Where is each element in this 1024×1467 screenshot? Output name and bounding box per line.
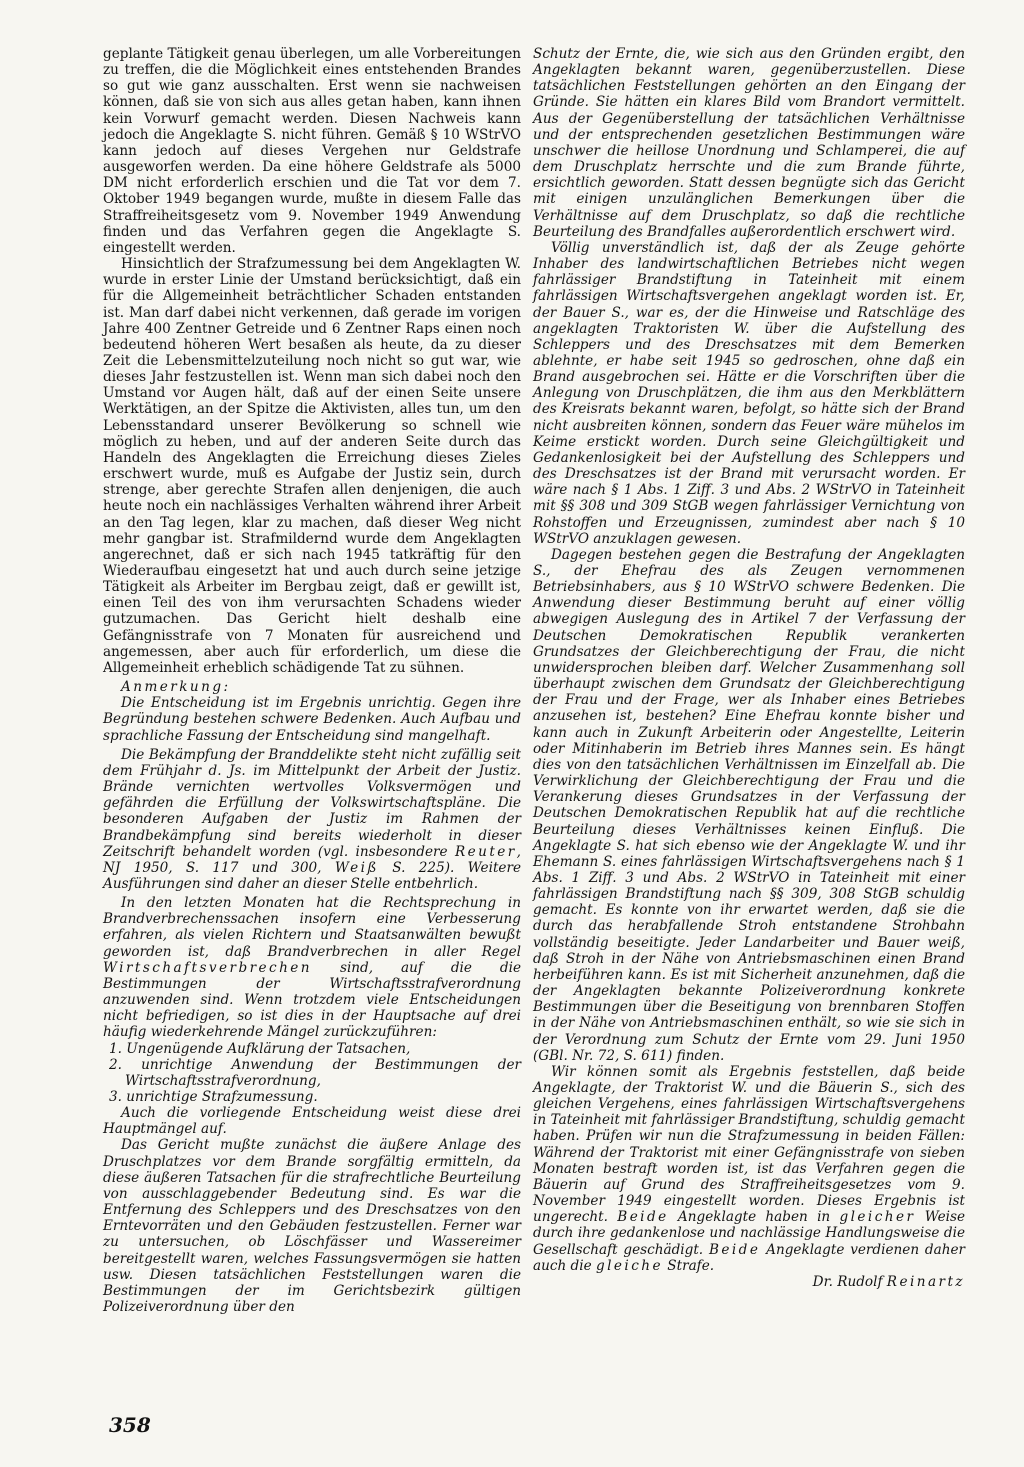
right-p4-text-e: Strafe.	[662, 1257, 715, 1274]
left-paragraph-1: geplante Tätigkeit genau überlegen, um alle Vorbereitungen zu treffen, die die Möglichkeit eines entstehenden Brandes so gut wie ganz ausschalten. Erst wenn sie nachweisen können, daß sie von sich aus alles getan haben, kann ihnen kein Vorwurf gemacht werden. Diesen Nachweis kann jedoch die Angeklagte S. nicht führen. Gemäß § 10 WStrVO kann jedoch auf dieses Vergehen nur Geldstrafe ausgeworfen werden. Da eine höhere Geldstrafe als 5000 DM nicht erforderlich erschien und die Tat vor dem 7. Oktober 1949 begangen wurde, mußte in diesem Falle das Straffreiheitsgesetz vom 9. November 1949 Anwendung finden und das Verfahren gegen die Angeklagte S. eingestellt werden.	[103, 46, 521, 256]
annotation-p2-text-c: S. 225). Weitere Ausführungen sind daher an dieser Stelle entbehrlich.	[103, 859, 521, 892]
right-paragraph-3: Dagegen bestehen gegen die Bestrafung der Angeklagten S., der Ehefrau des als Zeugen vernommenen Betriebsinhabers, aus § 10 WStrVO schwere Bedenken. Die Anwendung dieser Bestimmung beruht auf einer völlig abwegigen Auslegung des in Artikel 7 der Verfassung der Deutschen Demokratischen Republik verankerten Grundsatzes der Gleichberechtigung der Frau, die nicht unwidersprochen bleiben darf. Welcher Zusammenhang soll überhaupt zwischen dem Grundsatz der Gleichberechtigung der Frau und der Frage, wer als Inhaber eines Betriebes anzusehen ist, bestehen? Eine Ehefrau konnte bisher und kann auch in Zukunft Arbeiterin oder Angestellte, Leiterin oder Mitinhaberin im Betrieb ihres Mannes sein. Es hängt dies von den tatsächlichen Verhältnissen im Einzelfall ab. Die Verwirklichung der Gleichberechtigung der Frau und die Verankerung dieses Grundsatzes in der Verfassung der Deutschen Demokratischen Republik hat auf die rechtliche Beurteilung dieses Verhältnisses keinen Einfluß. Die Angeklagte S. hat sich ebenso wie der Angeklagte W. und ihr Ehemann S. eines fahrlässigen Wirtschaftsvergehens nach § 1 Abs. 1 Ziff. 3 und Abs. 2 WStrVO in Tateinheit mit einer fahrlässigen Brandstiftung nach §§ 309, 308 StGB schuldig gemacht. Es konnte von ihr erwartet werden, daß sie die durch das herabfallende Stroh entstandene Strohbahn vollständig beseitigte. Jeder Landarbeiter und Bauer weiß, daß Stroh in der Nähe von Antriebsmaschinen einen Brand herbeiführen kann. Es ist mit Sicherheit anzunehmen, daß die der Angeklagten bekannte Polizeiverordnung konkrete Bestimmungen über die Beseitigung von brennbaren Stoffen in der Nähe von Antriebsmaschinen enthält, so wie sie sich in der Verordnung zum Schutz der Ernte vom 29. Juni 1950 (GBl. Nr. 72, S. 611) finden.	[533, 546, 965, 1064]
right-paragraph-1: Schutz der Ernte, die, wie sich aus den Gründen ergibt, den Angeklagten bekannt waren, gegenüberzustellen. Diese tatsächlichen Feststellungen gehörten an den Eingang der Gründe. Sie hätten ein klares Bild vom Brandort vermittelt. Aus der Gegenüberstellung der tatsächlichen Verhältnisse und der entsprechenden gesetzlichen Bestimmungen wäre unschwer die heillose Unordnung und Schlamperei, die auf dem Druschplatz herrschte und die zum Brande führte, ersichtlich geworden. Statt dessen begnügte sich das Gericht mit einigen unzulänglichen Bemerkungen über die Verhältnisse auf dem Druschplatz, so daß die rechtliche Beurteilung des Brandfalles außerordentlich erschwert wird.	[533, 46, 965, 240]
deficiency-list	[109, 1041, 521, 1106]
emphasis-wirtschaftsverbrechen: Wirtschaftsverbrechen	[103, 959, 313, 976]
right-p4-text-b: Angeklagte haben in	[668, 1209, 840, 1226]
right-paragraph-2: Völlig unverständlich ist, daß der als Zeuge gehörte Inhaber des landwirtschaftlichen Betriebes nicht wegen fahrlässiger Brandstiftung in Tateinheit mit einem fahrlässigen Wirtschaftsvergehen angeklagt worden ist. Er, der Bauer S., war es, der die Hinweise und Ratschläge des angeklagten Traktoristen W. über die Aufstellung des Schleppers und des Dreschsatzes mit dem Bemerken ablehnte, er habe seit 1945 so gedroschen, ohne daß ein Brand ausgebrochen sei. Hätte er die Vorschriften über die Anlegung von Druschplätzen, die ihm aus den Merkblättern des Kreisrats bekannt waren, befolgt, so hätte sich der Brand nicht ausbreiten können, sondern das Feuer wäre mühelos im Keime erstickt worden. Durch seine Gleichgültigkeit und Gedankenlosigkeit bei der Aufstellung des Schleppers und des Dreschsatzes ist der Brand mit verursacht worden. Er wäre nach § 1 Abs. 1 Ziff. 3 und Abs. 2 WStrVO in Tateinheit mit §§ 308 und 309 StGB wegen fahrlässiger Vernichtung von Rohstoffen und Erzeugnissen, zumindest aber nach § 10 WStrVO anzuklagen gewesen.	[533, 239, 965, 547]
list-item: 3. unrichtige Strafzumessung.	[109, 1089, 318, 1105]
annotation-heading	[103, 679, 521, 695]
left-paragraph-2: Hinsichtlich der Strafzumessung bei dem Angeklagten W. wurde in erster Linie der Umstand berücksichtigt, daß ein für die Allgemeinheit beträchtlicher Schaden entstanden ist. Man darf dabei nicht verkennen, daß gerade im vorigen Jahre 400 Zentner Getreide und 6 Zentner Raps einen noch bedeutend höheren Wert besaßen als heute, da zu dieser Zeit die Lebensmittelzuteilung noch nicht so gut war, wie dieses Jahr festzustellen ist. Wenn man sich dabei noch den Umstand vor Augen hält, daß auf der einen Seite unsere Werktätigen, an der Spitze die Aktivisten, alles tun, um den Lebensstandard unserer Bevölkerung so schnell wie möglich zu heben, und auf der anderen Seite durch das Handeln des Angeklagten die Erreichung dieses Zieles erschwert wurde, muß es Aufgabe der Justiz sein, durch strenge, aber gerechte Strafen allen denjenigen, die auch heute noch ein nachlässiges Verhalten während ihrer Arbeit an den Tag legen, klar zu machen, daß dieser Weg nicht mehr gangbar ist. Strafmildernd wurde dem Angeklagten angerechnet, daß er sich nach 1945 tatkräftig für den Wiederaufbau eingesetzt hat und auch durch seine jetzige Tätigkeit als Arbeiter im Bergbau zeigt, daß er gewillt ist, einen Teil des von ihm verursachten Schadens wieder gutzumachen. Das Gericht hielt deshalb eine Gefängnisstrafe von 7 Monaten für ausreichend und angemessen, aber auch für erforderlich, um diese die Allgemeinheit erheblich schädigende Tat zu sühnen.	[103, 256, 521, 676]
annotation-p3-text-b: sind, auf die die Bestimmungen der Wirtschaftsstrafverordnung anzuwenden sind. Wenn trotzdem viele Entscheidungen nicht befriedigen, so ist dies in der Hauptsache auf drei häufig wiederkehrende Mängel zurückzuführen:	[103, 959, 521, 1041]
emphasis-gleiche: gleiche	[595, 1257, 663, 1274]
left-column	[103, 46, 521, 1315]
annotation-paragraph-3	[103, 895, 521, 1040]
annotation-paragraph-1: Die Entscheidung ist im Ergebnis unrichtig. Gegen ihre Begründung bestehen schwere Bedenken. Auch Aufbau und sprachliche Fassung der Entscheidung sind mangelhaft.	[103, 695, 521, 744]
list-item: 2. unrichtige Anwendung der Bestimmungen der Wirtschaftsstrafverordnung,	[109, 1056, 521, 1089]
author-weiss: Weiß	[334, 859, 379, 876]
signature-name: Reinartz	[886, 1273, 965, 1290]
right-p4-text-a: Wir können somit als Ergebnis feststellen, daß beide Angeklagte, der Traktorist W. und die Bäuerin S., sich des gleichen Vergehens, eines fahrlässigen Wirtschaftsvergehens in Tateinheit mit fahrlässiger Brandstiftung, schuldig gemacht haben. Prüfen wir nun die Strafzumessung in beiden Fällen: Während der Traktorist mit einer Gefängnisstrafe von sieben Monaten bestraft worden ist, ist das Verfahren gegen die Bäuerin auf Grund des Straffreiheitsgesetzes vom 9. November 1949 eingestellt worden. Dieses Ergebnis ist ungerecht.	[533, 1063, 965, 1226]
emphasis-beide: Beide	[617, 1209, 669, 1226]
annotation-p3-text-a: In den letzten Monaten hat die Rechtsprechung in Brandverbrechenssachen insofern eine Verbesserung erfahren, als vielen Richtern und Staatsanwälten bewußt geworden ist, daß Brandverbrechen in aller Regel	[103, 895, 521, 960]
author-reuter: Reuter	[454, 843, 517, 860]
annotation-p2-text-b: , NJ 1950, S. 117 und 300,	[103, 843, 521, 876]
annotation-paragraph-2	[103, 747, 521, 892]
right-p4-text-d: Angeklagte verdienen daher auch die	[533, 1241, 966, 1274]
annotation-paragraph-4: Auch die vorliegende Entscheidung weist diese drei Hauptmängel auf.	[103, 1105, 521, 1138]
page-number: 358	[109, 1413, 151, 1437]
annotation-p2-text-a: Die Bekämpfung der Branddelikte steht nicht zufällig seit dem Frühjahr d. Js. im Mittelpunkt der Arbeit der Justiz. Brände vernichten wertvolles Volksvermögen und gefährden die Erfüllung der Volkswirtschaftspläne. Die besonderen Aufgaben der Justiz im Rahmen der Brandbekämpfung sind bereits wiederholt in dieser Zeitschrift behandelt worden (vgl. insbesondere	[103, 746, 521, 860]
emphasis-beide: Beide	[708, 1241, 761, 1258]
right-column	[533, 46, 965, 1290]
author-signature	[533, 1274, 965, 1290]
signature-prefix: Dr. Rudolf	[812, 1273, 887, 1290]
emphasis-gleicher: gleicher	[839, 1209, 916, 1226]
annotation-paragraph-5: Das Gericht mußte zunächst die äußere Anlage des Druschplatzes vor dem Brande sorgfältig ermitteln, da diese äußeren Tatsachen für die strafrechtliche Beurteilung von ausschlaggebender Bedeutung sind. Es war die Entfernung des Schleppers und des Dreschsatzes von den Erntevorräten und den Gebäuden festzustellen. Ferner war zu untersuchen, ob Löschfässer und Wassereimer bereitgestellt waren, welches Fassungsvermögen sie hatten usw. Diesen tatsächlichen Feststellungen waren die Bestimmungen der im Gerichtsbezirk gültigen Polizeiverordnung über den	[103, 1137, 521, 1316]
annotation-heading-text: Anmerkung:	[121, 679, 231, 696]
right-p4-text-c: Weise durch ihre gedankenlose und nachlässige Handlungsweise die Gesellschaft geschädigt.	[533, 1209, 965, 1258]
list-item: 1. Ungenügende Aufklärung der Tatsachen,	[109, 1040, 411, 1057]
right-paragraph-4	[533, 1064, 965, 1274]
